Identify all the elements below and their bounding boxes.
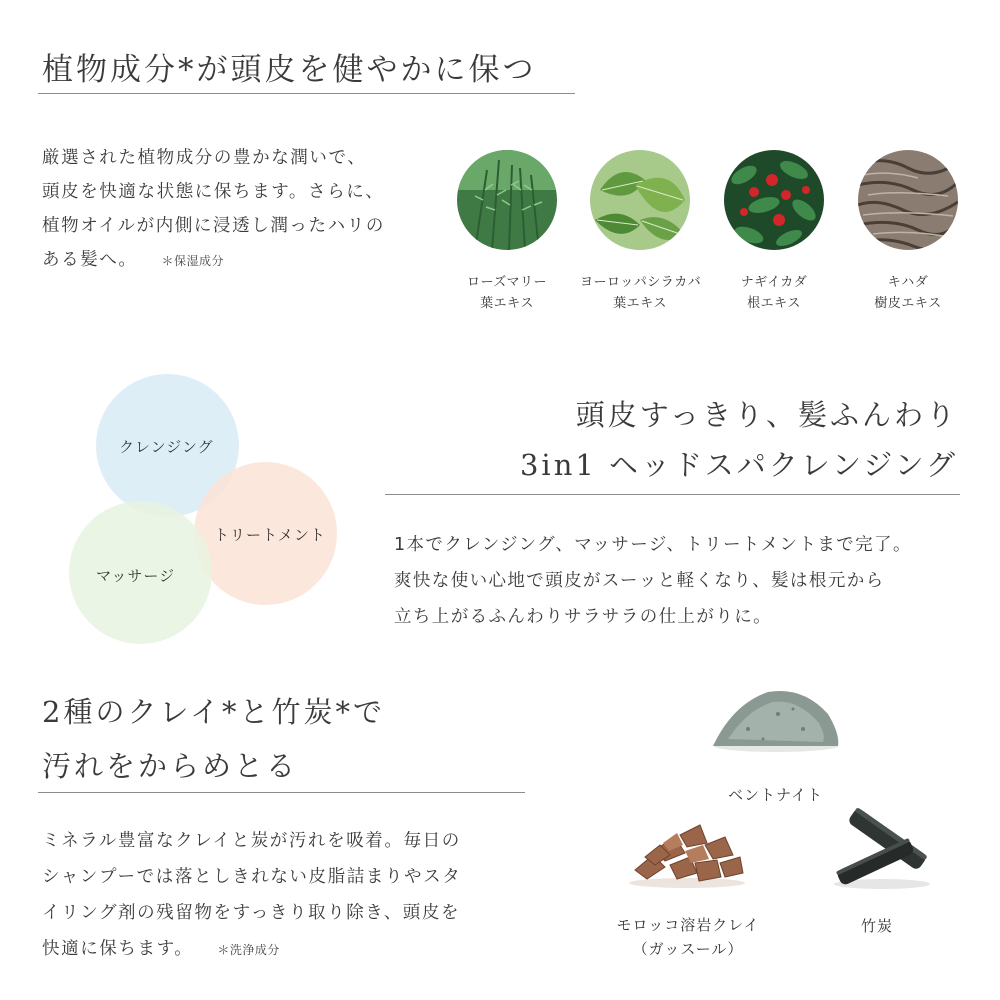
section1-body-line: 植物オイルが内側に浸透し潤ったハリの — [42, 216, 385, 236]
section3-divider — [38, 792, 525, 793]
bamboo-charcoal-label: 竹炭 — [860, 917, 893, 935]
rhassoul-clay-photo-icon — [625, 815, 750, 894]
section1-body-line: 厳選された植物成分の豊かな潤いで、 — [42, 148, 367, 168]
venn-label-massage: マッサージ — [96, 567, 176, 585]
birch-leaf-photo-icon — [590, 150, 690, 250]
section2-body-line: 爽快な使い心地で頭皮がスーッと軽くなり、髪は根元から — [394, 571, 885, 591]
section3-body-line-last — [42, 931, 461, 967]
ingredient-label-line2: 葉エキス — [480, 296, 534, 311]
section1-title: 植物成分*が頭皮を健やかに保つ — [42, 52, 537, 88]
section3-title-line1: 2種のクレイ*と竹炭*で — [42, 695, 386, 729]
section1-divider — [38, 93, 575, 94]
section2-body — [394, 527, 912, 635]
bentonite-photo-icon — [708, 684, 843, 758]
amur-cork-bark-photo-icon — [858, 150, 958, 250]
rhassoul-label-line2: （ガッスール） — [632, 940, 744, 958]
section3-body-line-text: 快適に保ちます。 — [42, 939, 194, 959]
ingredient-label-line2: 樹皮エキス — [874, 296, 942, 311]
venn-label-cleansing: クレンジング — [119, 438, 214, 456]
ingredient-label-line1: ナギイカダ — [740, 275, 808, 290]
ingredient-rosemary — [447, 150, 567, 314]
section3-body-line: イリング剤の残留物をすっきり取り除き、頭皮を — [42, 903, 461, 923]
ingredient-birch — [580, 150, 700, 314]
section2-title-line1: 頭皮すっきり、髪ふんわり — [575, 398, 958, 432]
section1-body-line: 頭皮を快適な状態に保ちます。さらに、 — [42, 182, 385, 202]
moisturizing-note: ＊保湿成分 — [161, 254, 225, 268]
ingredient-butchers-broom — [714, 150, 834, 314]
ingredient-label-line1: ローズマリー — [466, 275, 548, 290]
rhassoul-label-line1: モロッコ溶岩クレイ — [616, 916, 760, 934]
section3-title-line2: 汚れをからめとる — [42, 749, 299, 783]
rosemary-photo-icon — [457, 150, 557, 250]
section3-body — [42, 823, 461, 967]
section3-body-line: シャンプーでは落としきれない皮脂詰まりやスタ — [42, 867, 462, 887]
cleansing-note: ＊洗浄成分 — [217, 943, 280, 957]
ingredient-label-line1: ヨーロッパシラカバ — [580, 275, 702, 290]
section1-body — [42, 141, 442, 277]
section1-body-line-last — [42, 243, 442, 277]
butchers-broom-photo-icon — [724, 150, 824, 250]
ingredient-label-line1: キハダ — [887, 275, 929, 290]
bamboo-charcoal-photo-icon — [830, 800, 935, 894]
section1-body-line-text: ある髪へ。 — [42, 250, 138, 270]
ingredient-label-line2: 根エキス — [747, 296, 801, 311]
ingredient-amur-cork — [848, 150, 968, 314]
section3-body-line: ミネラル豊富なクレイと炭が汚れを吸着。毎日の — [42, 831, 461, 851]
bentonite-label: ベントナイト — [728, 786, 823, 804]
section2-body-line: 立ち上がるふんわりサラサラの仕上がりに。 — [394, 607, 772, 627]
venn-label-treatment: トリートメント — [214, 526, 326, 544]
section2-body-line: 1本でクレンジング、マッサージ、トリートメントまで完了。 — [394, 535, 912, 555]
section2-divider — [385, 494, 960, 495]
section2-title-line2: 3in1 ヘッドスパクレンジング — [519, 448, 958, 482]
ingredient-label-line2: 葉エキス — [613, 296, 667, 311]
